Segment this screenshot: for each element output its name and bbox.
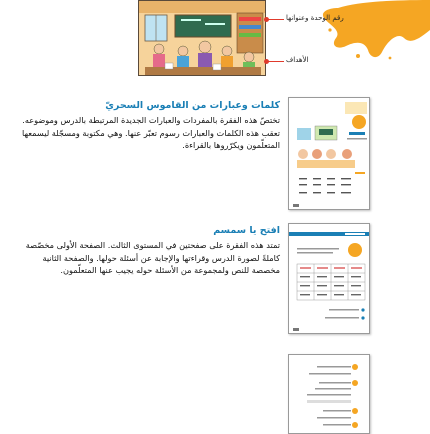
open-sesame-page-preview <box>289 224 370 334</box>
section-title-magic-dictionary: كلمات وعبارات من القاموس السحريّ <box>105 100 280 111</box>
callout-line-unit <box>266 19 284 20</box>
section-body-magic-dictionary: تختصّ هذه الفقرة بالمفردات والعبارات الجديدة المرتبطة بالدرس وموضوعه. تعقب هذه الكلمات والعبارات رسوم تعبّر عنها. وهي مكتوبة ومسجّلة ليسمعها المتعلّمون ويكرّروها بالقراءة. <box>21 115 280 151</box>
exercises-page-preview <box>289 355 370 434</box>
classroom-illustration <box>138 0 266 76</box>
section-body-open-sesame: تمتد هذه الفقرة على صفحتين في المستوى الثالث. الصفحة الأولى مخصّصة كاملةً لصورة الدرس وقراءتها والإجابة عن أسئلة حولها. والصفحة الثانية مخصصة للنص ولمجموعة من الأسئلة حوله يجيب عنها المتعلّمون. <box>25 240 280 276</box>
section-title-open-sesame: افتح يا سمسم <box>213 225 280 236</box>
callout-line-goals <box>266 61 284 62</box>
page-thumbnail-exercises <box>288 354 370 434</box>
page-thumbnail-vocabulary <box>288 97 370 210</box>
orange-splash-decoration <box>318 0 430 62</box>
callout-unit-label: رقم الوحدة وعنوانها <box>286 14 344 22</box>
page-thumbnail-open-sesame <box>288 223 370 334</box>
section-magic-dictionary <box>14 100 280 152</box>
callout-goals-label: الأهداف <box>286 56 309 64</box>
section-open-sesame <box>14 225 280 277</box>
vocabulary-page-preview <box>289 98 370 210</box>
classroom-scene-image <box>139 1 266 76</box>
